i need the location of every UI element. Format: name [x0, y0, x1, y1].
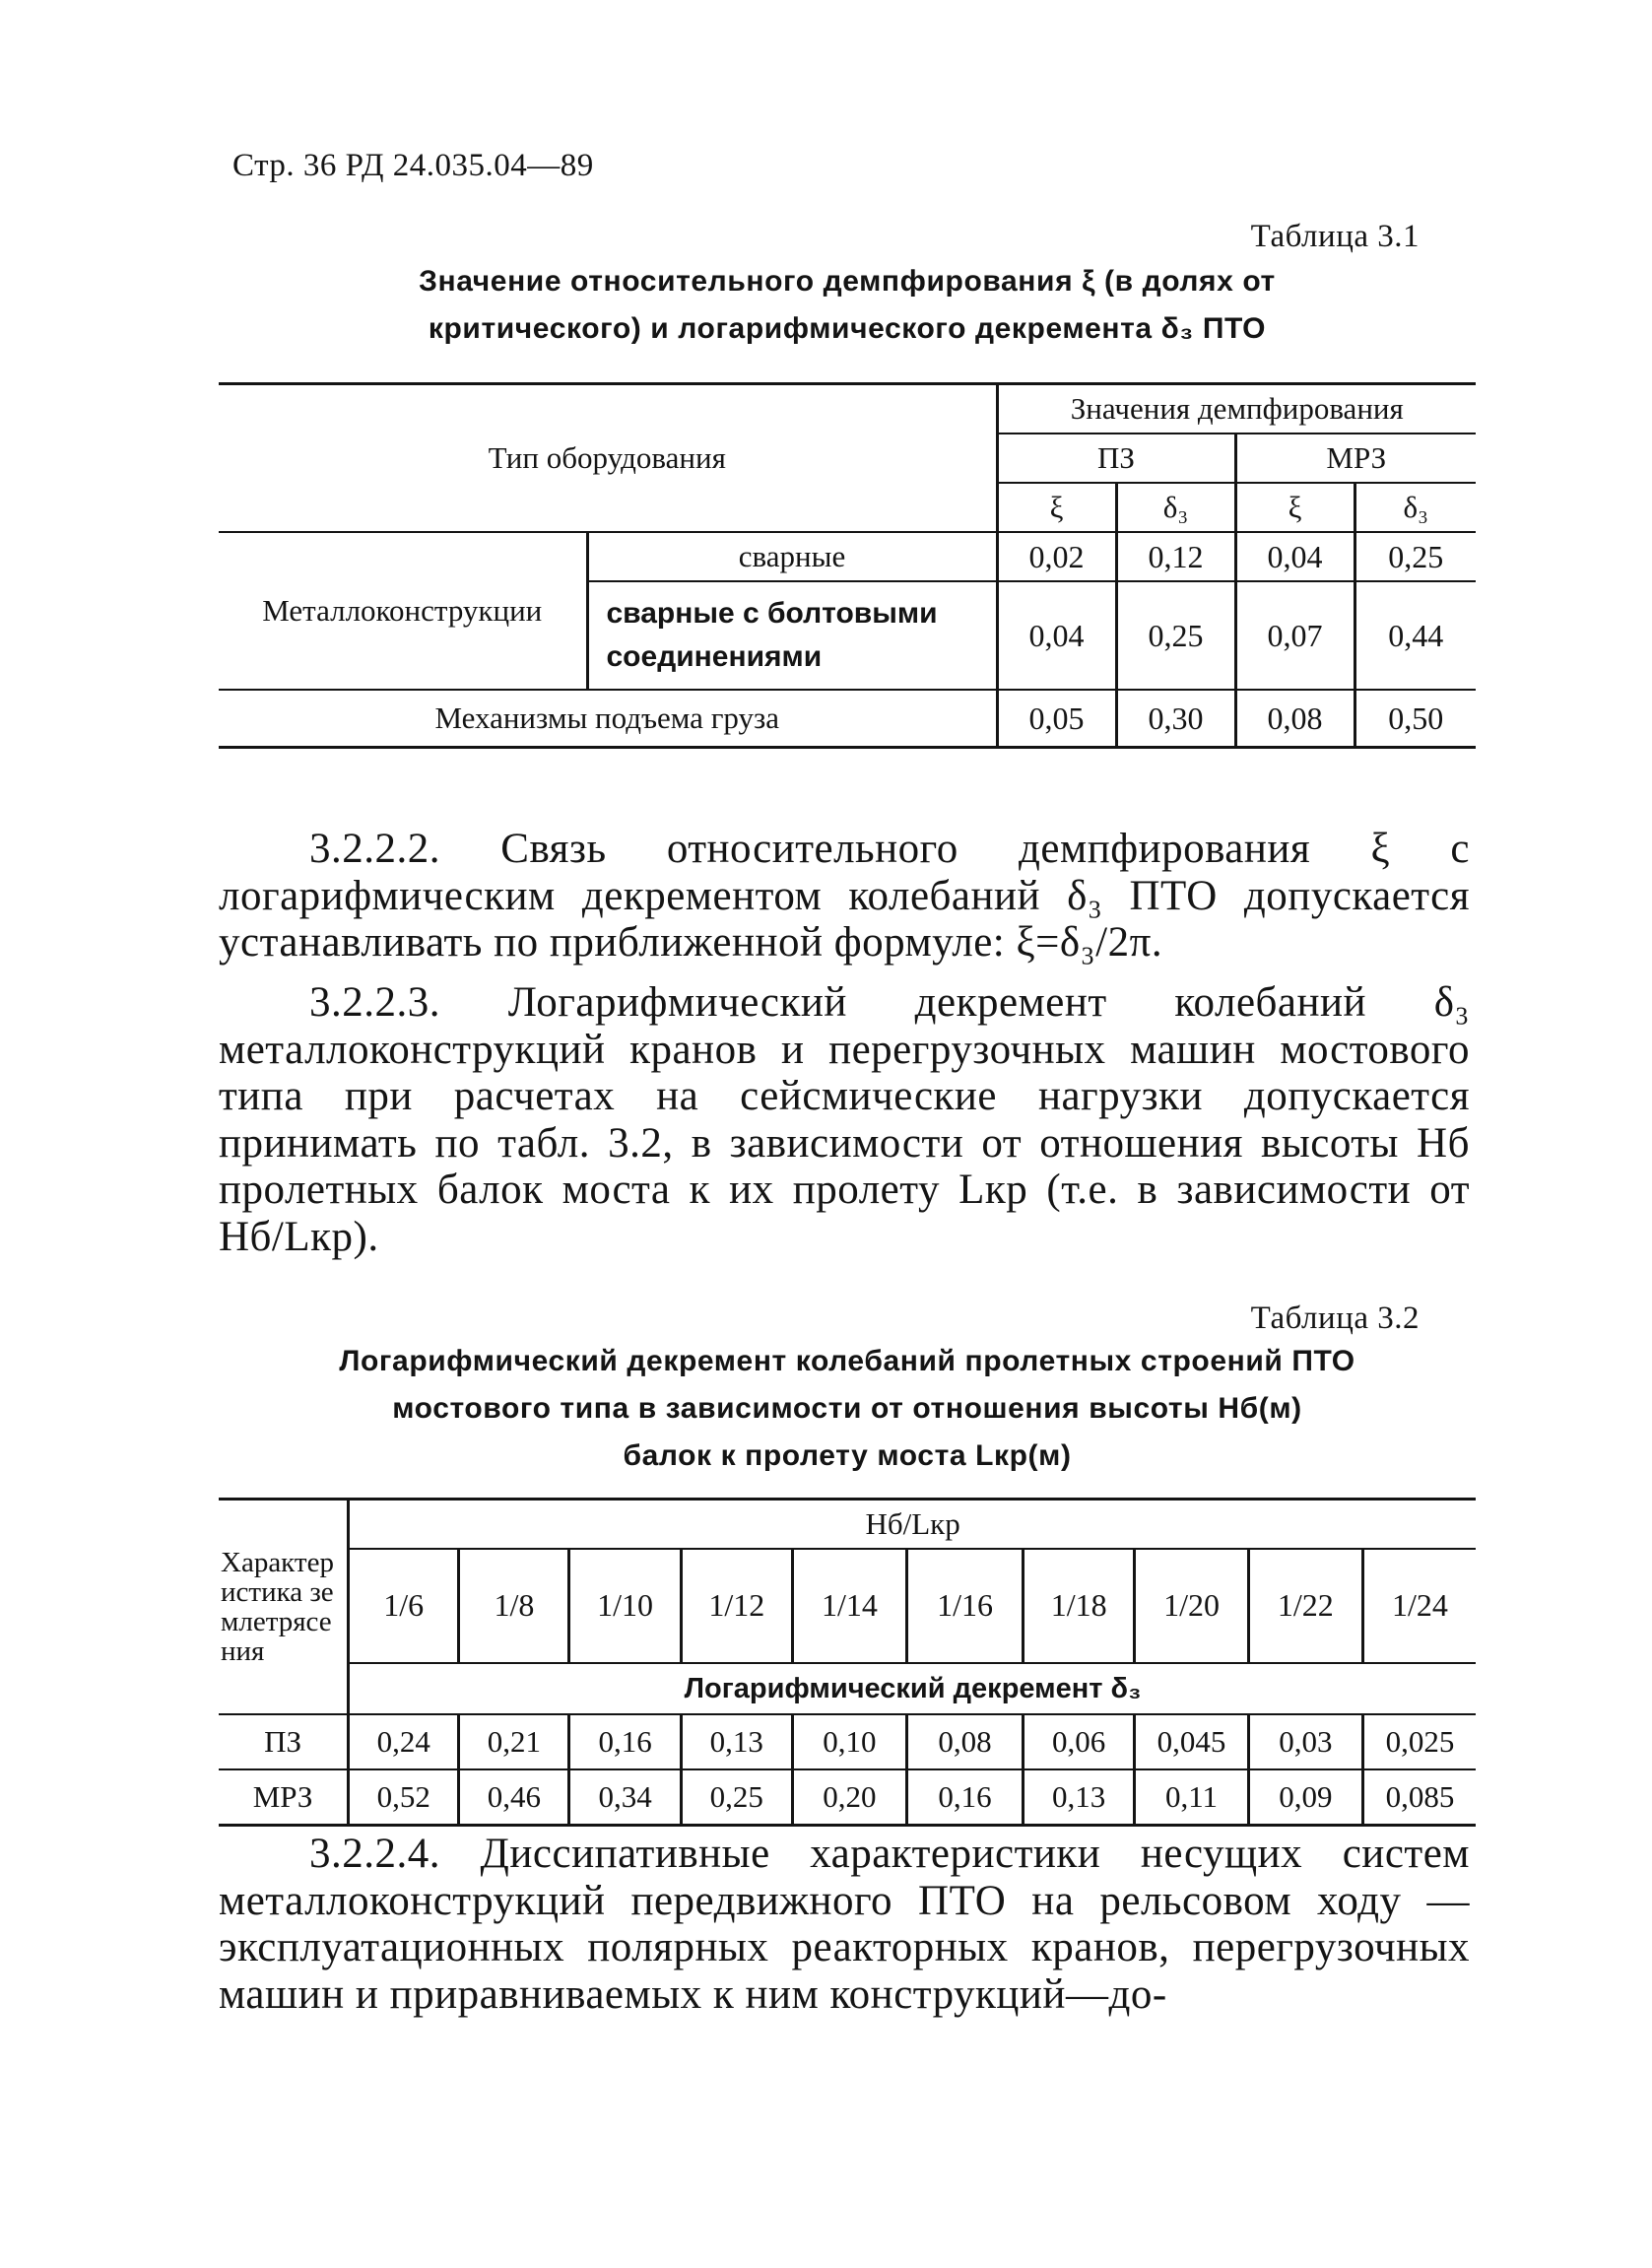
table-row: [219, 1714, 1476, 1769]
table-cell: 0,25: [681, 1769, 792, 1826]
col-xi-header: ξ: [997, 483, 1116, 532]
table-cell: 0,04: [1235, 532, 1355, 581]
col-delta-header: δ₃: [1116, 483, 1235, 532]
ratio-header: 1/8: [459, 1549, 569, 1663]
table-row: [219, 1769, 1476, 1826]
table-cell: 0,30: [1116, 690, 1235, 748]
table-cell: 0,16: [569, 1714, 681, 1769]
table-cell: 0,13: [1024, 1769, 1135, 1826]
ratio-header: 1/12: [681, 1549, 792, 1663]
ratio-header: 1/18: [1024, 1549, 1135, 1663]
table-cell: 0,52: [349, 1769, 459, 1826]
col-mrz-header: МРЗ: [1235, 434, 1476, 483]
paragraph-text: 3.2.2.2. Связь относительного демпфирования ξ с логарифмическим декрементом колебаний δ₃ ПТО допускается устанавливать по приближенной формуле: ξ=δ₃/2π.: [219, 826, 1470, 966]
paragraph-text: 3.2.2.4. Диссипативные характеристики несущих систем металлоконструкций передвижного ПТО на рельсовом ходу — эксплуатационных полярных реакторных кранов, перегрузочных машин и приравниваемых к ним конструкций—до-: [219, 1831, 1470, 2018]
table-cell: 0,11: [1135, 1769, 1249, 1826]
table-cell: 0,50: [1355, 690, 1476, 748]
table-row: [219, 690, 1476, 748]
paragraph-text: 3.2.2.3. Логарифмический декремент колебаний δ₃ металлоконструкций кранов и перегрузочных машин мостового типа при расчетах на сейсмические нагрузки допускается принимать по табл. 3.2, в зависимости от отношения высоты Hб пролетных балок моста к их пролету Lкр (т.е. в зависимости от Hб/Lкр).: [219, 979, 1470, 1260]
row-name: МРЗ: [219, 1769, 349, 1826]
paragraph: [219, 826, 1470, 967]
table-cell: 0,07: [1235, 581, 1355, 690]
row-group-label: Металлоконструкции: [219, 532, 587, 690]
table-cell: 0,46: [459, 1769, 569, 1826]
decrement-table: [219, 1498, 1476, 1827]
col-decrement-header: Логарифмический декремент δ₃: [349, 1663, 1476, 1714]
damping-table: [219, 382, 1476, 749]
table-title-line: Значение относительного демпфирования ξ (в долях от: [419, 265, 1276, 298]
table-cell: 0,04: [997, 581, 1116, 690]
ratio-row: [219, 1549, 1476, 1663]
table-cell: 0,25: [1355, 532, 1476, 581]
ratio-header: 1/14: [792, 1549, 906, 1663]
table-title-line: Логарифмический декремент колебаний пролетных строений ПТО: [339, 1345, 1355, 1377]
ratio-header: 1/24: [1362, 1549, 1476, 1663]
table-cell: 0,16: [906, 1769, 1023, 1826]
row-name: Механизмы подъема груза: [219, 690, 997, 748]
table-caption: Таблица 3.2: [1250, 1301, 1420, 1336]
table-cell: 0,08: [906, 1714, 1023, 1769]
col-char-header: Характеристика землетрясения: [221, 1547, 334, 1667]
table-cell: 0,12: [1116, 532, 1235, 581]
table-cell: 0,085: [1362, 1769, 1476, 1826]
table-cell: 0,08: [1235, 690, 1355, 748]
ratio-header: 1/22: [1248, 1549, 1362, 1663]
col-ratio-header: Hб/Lкр: [349, 1500, 1476, 1549]
table-cell: 0,20: [792, 1769, 906, 1826]
table-title-line: критического) и логарифмического декремента δ₃ ПТО: [428, 312, 1267, 345]
row-name: сварные: [587, 532, 997, 581]
row-name: ПЗ: [219, 1714, 349, 1769]
table-title-line: мостового типа в зависимости от отношения высоты Hб(м): [392, 1392, 1302, 1425]
table-cell: 0,06: [1024, 1714, 1135, 1769]
table-cell: 0,13: [681, 1714, 792, 1769]
col-delta-header: δ₃: [1355, 483, 1476, 532]
table-cell: 0,25: [1116, 581, 1235, 690]
paragraph: [219, 1831, 1470, 2018]
ratio-header: 1/16: [906, 1549, 1023, 1663]
paragraph: [219, 979, 1470, 1260]
table-cell: 0,025: [1362, 1714, 1476, 1769]
table-cell: 0,045: [1135, 1714, 1249, 1769]
table-title-line: балок к пролету моста Lкр(м): [623, 1439, 1072, 1472]
table-cell: 0,03: [1248, 1714, 1362, 1769]
ratio-header: 1/10: [569, 1549, 681, 1663]
table-cell: 0,34: [569, 1769, 681, 1826]
ratio-header: 1/20: [1135, 1549, 1249, 1663]
table-cell: 0,10: [792, 1714, 906, 1769]
col-pz-header: ПЗ: [997, 434, 1235, 483]
page-header: Стр. 36 РД 24.035.04—89: [232, 148, 594, 183]
col-values-header: Значения демпфирования: [997, 384, 1476, 434]
col-xi-header: ξ: [1235, 483, 1355, 532]
table-cell: 0,44: [1355, 581, 1476, 690]
col-type-header: Тип оборудования: [488, 440, 726, 475]
table-title: [217, 1338, 1478, 1480]
table-cell: 0,09: [1248, 1769, 1362, 1826]
table-title: [217, 258, 1478, 353]
table-caption: Таблица 3.1: [1250, 219, 1420, 254]
table-cell: 0,21: [459, 1714, 569, 1769]
table-cell: 0,02: [997, 532, 1116, 581]
table-cell: 0,05: [997, 690, 1116, 748]
ratio-header: 1/6: [349, 1549, 459, 1663]
row-name: сварные с болтовыми соединениями: [587, 581, 997, 690]
table-row: [219, 532, 1476, 581]
table-cell: 0,24: [349, 1714, 459, 1769]
